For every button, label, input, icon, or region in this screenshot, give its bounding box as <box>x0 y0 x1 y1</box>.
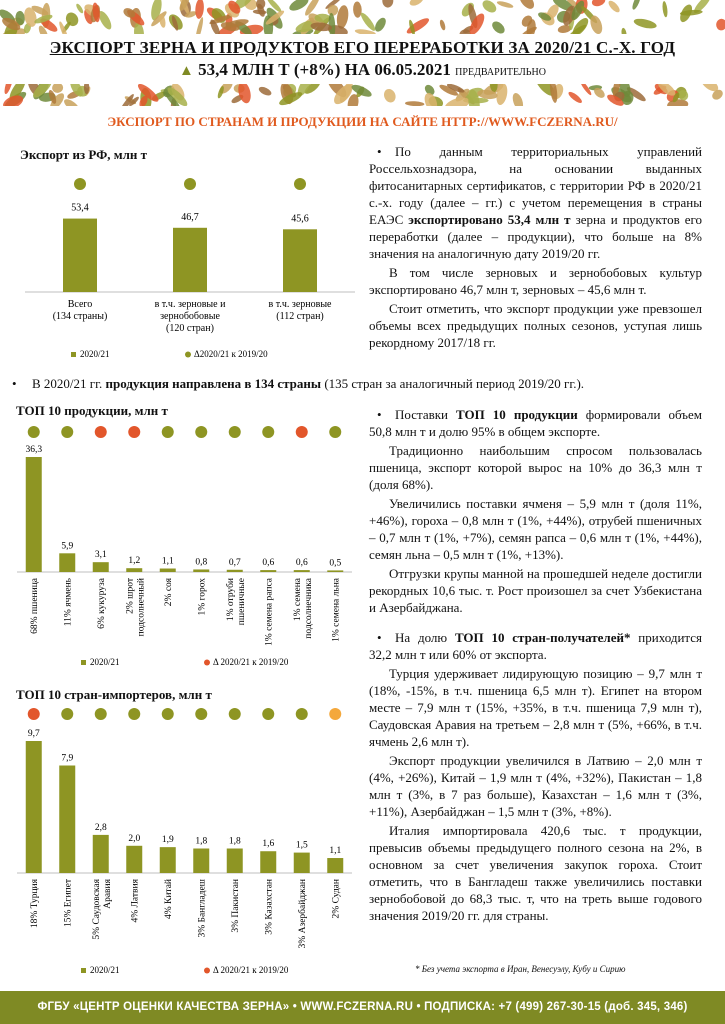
paragraph: Традиционно наибольшим спросом пользовалась пшеница, экспорт которой вырос на 10% до 36,3 млн т (доля 68%). <box>369 443 702 492</box>
delta-dot <box>195 426 207 438</box>
text: зерна и продуктов его переработки (далее – продукции), что больше на 8% значения на аналогичную дату 2019/20 гг. <box>369 212 703 261</box>
bar <box>26 457 42 572</box>
delta-dot <box>296 426 308 438</box>
subtitle-main: 53,4 МЛН Т (+8%) НА 06.05.2021 <box>198 60 451 79</box>
text-block-countries <box>369 629 702 926</box>
legend-label: Δ 2020/21 к 2019/20 <box>213 965 289 975</box>
delta-dot <box>296 708 308 720</box>
legend-swatch <box>71 352 76 357</box>
chart-export-total <box>15 168 355 368</box>
delta-dot <box>74 178 86 190</box>
data-label: 1,1 <box>329 846 342 857</box>
category-label: 3% Казахстан <box>264 879 275 935</box>
bar <box>126 846 142 873</box>
chart-title-export: Экспорт из РФ, млн т <box>20 147 148 162</box>
leaf-shape <box>382 87 398 104</box>
data-label: 1,8 <box>228 836 241 847</box>
text: В 2020/21 гг. <box>32 376 106 391</box>
chart-title-top10-countries: ТОП 10 стран-импортеров, млн т <box>16 687 212 702</box>
legend-label: 2020/21 <box>90 657 120 667</box>
delta-dot <box>95 426 107 438</box>
bar <box>93 562 109 572</box>
category-label-group <box>130 878 140 922</box>
leaf-shape <box>405 16 431 34</box>
bar <box>63 219 97 292</box>
legend-dot <box>204 660 210 666</box>
category-label: 1% семена <box>292 578 303 622</box>
leaf-shape <box>567 90 583 105</box>
category-label: пшеничные <box>236 578 247 626</box>
legend-swatch <box>81 968 86 973</box>
footer-bar: ФГБУ «ЦЕНТР ОЦЕНКИ КАЧЕСТВА ЗЕРНА» • WWW.FCZERNA.RU • ПОДПИСКА: +7 (499) 267-30-15 (доб. 345, 346) <box>0 991 725 1024</box>
text: приходится 32,2 млн т или 60% от экспорта. <box>369 630 702 662</box>
legend-label: 2020/21 <box>80 349 110 359</box>
category-label: 3% Пакистан <box>230 879 241 933</box>
category-label: 1% отруби <box>225 578 236 622</box>
category-label-group <box>297 879 308 948</box>
category-label-group <box>63 878 73 927</box>
category-label: 1% семена льна <box>331 578 342 642</box>
page-subtitle <box>0 60 725 80</box>
category-label-group <box>163 879 174 919</box>
bar <box>327 858 343 873</box>
delta-dot <box>195 708 207 720</box>
delta-dot <box>329 426 341 438</box>
delta-dot <box>162 426 174 438</box>
bar <box>227 849 243 873</box>
category-label-group <box>331 577 341 642</box>
data-label: 36,3 <box>25 445 43 455</box>
paragraph: В том числе зерновых и зернобобовых культур экспортировано 46,7 млн т, зерновых – 45,6 млн т. <box>369 265 702 297</box>
decorative-leaf-band-middle <box>0 84 725 106</box>
category-label: в т.ч. зерновые и <box>154 299 226 310</box>
data-label: 7,9 <box>61 753 74 764</box>
legend-label: 2020/21 <box>90 965 120 975</box>
paragraph: Стоит отметить, что экспорт продукции уже превзошел объемы всех предыдущих полных сезонов, уступая лишь рекордному 2017/18 гг. <box>369 301 702 350</box>
bar <box>227 570 243 572</box>
leaf-shape <box>662 1 669 18</box>
paragraph: Италия импортировала 420,6 тыс. т продукции, превысив объемы предыдущего полного сезона на 2%, в основном за счет увеличения закупок гороха. Стоит отметить, что в Бангладеш также увеличились поставки зернобобовой до 68,3 тыс. т, что на треть выше годового значения 2019/20 гг. для страны. <box>369 823 702 923</box>
data-label: 1,2 <box>128 556 141 567</box>
category-label: 2% Судан <box>331 879 342 919</box>
leaf-shape <box>408 0 425 8</box>
text-block-export <box>369 143 702 353</box>
bar <box>193 849 209 873</box>
category-label: 4% Латвия <box>130 879 141 923</box>
bar <box>59 765 75 873</box>
legend-label: Δ 2020/21 к 2019/20 <box>213 657 289 667</box>
legend-label: Δ2020/21 к 2019/20 <box>194 349 268 359</box>
category-label: 68% пшеница <box>29 578 40 634</box>
subtitle-note: ПРЕДВАРИТЕЛЬНО <box>455 67 546 78</box>
data-label: 46,7 <box>181 211 199 223</box>
category-label-group <box>293 577 314 638</box>
delta-dot <box>229 708 241 720</box>
leaf-shape <box>439 19 447 31</box>
category-label-group <box>331 879 341 918</box>
leaf-shape <box>716 18 725 31</box>
delta-dot <box>294 178 306 190</box>
data-label: 0,7 <box>228 557 241 568</box>
text-bold: экспортировано 53,4 млн т <box>408 212 571 227</box>
bar <box>59 553 75 572</box>
category-label-group <box>63 577 73 626</box>
bar <box>126 568 142 572</box>
page-title: ЭКСПОРТ ЗЕРНА И ПРОДУКТОВ ЕГО ПЕРЕРАБОТКИ ЗА 2020/21 С.-Х. ГОД <box>49 38 676 57</box>
legend-swatch <box>81 660 86 665</box>
text-bold: продукция направлена в 134 страны <box>105 376 322 391</box>
category-label-group <box>264 577 274 646</box>
data-label: 2,0 <box>128 833 141 844</box>
delta-dot <box>262 708 274 720</box>
leaf-shape <box>52 84 64 94</box>
paragraph <box>369 629 702 663</box>
leaf-shape <box>382 0 393 8</box>
text: На долю <box>395 630 455 645</box>
category-label: 1% горох <box>197 578 208 616</box>
category-label: 3% Азербайджан <box>297 879 308 949</box>
category-label-group <box>125 577 146 636</box>
category-label: Аравия <box>102 879 113 909</box>
text-bold: ТОП 10 стран-получателей* <box>454 630 631 645</box>
leaf-shape <box>490 19 507 34</box>
category-label-group <box>30 577 40 634</box>
bar <box>160 569 176 572</box>
delta-dot <box>128 708 140 720</box>
data-label: 53,4 <box>71 202 89 214</box>
category-label-group <box>92 878 113 939</box>
delta-dot <box>61 708 73 720</box>
leaf-shape <box>517 0 537 11</box>
chart-top10-countries <box>15 705 360 983</box>
bar <box>327 570 343 572</box>
bar <box>294 570 310 572</box>
category-label: 11% ячмень <box>63 578 74 627</box>
leaf-shape <box>631 0 642 11</box>
leaf-shape <box>511 92 525 106</box>
decorative-leaf-band-top <box>0 0 725 34</box>
leaf-shape <box>480 0 498 15</box>
bar <box>260 570 276 572</box>
category-label-group <box>264 879 274 935</box>
category-label: 18% Турция <box>29 879 40 929</box>
delta-dot <box>262 426 274 438</box>
leaf-shape <box>353 1 362 18</box>
data-label: 0,6 <box>295 558 308 569</box>
bar <box>283 229 317 292</box>
bar <box>193 569 209 572</box>
leaf-shape <box>579 84 593 96</box>
delta-dot <box>61 426 73 438</box>
data-label: 9,7 <box>27 729 40 739</box>
category-label: подсолнечника <box>303 578 314 639</box>
legend-dot <box>204 968 210 974</box>
leaf-shape <box>633 17 658 30</box>
category-label: 2% соя <box>163 578 174 607</box>
text: формировали объем 50,8 млн т и долю 95% в общем экспорте. <box>369 407 702 439</box>
category-label: (134 страны) <box>52 311 108 322</box>
leaf-shape <box>195 0 205 19</box>
data-label: 1,5 <box>295 840 308 851</box>
leaf-shape <box>621 27 627 34</box>
category-label: подсолнечный <box>136 578 147 637</box>
category-label-group <box>225 578 247 625</box>
site-link-line[interactable]: ЭКСПОРТ ПО СТРАНАМ И ПРОДУКЦИИ НА САЙТЕ HTTP://WWW.FCZERNA.RU/ <box>107 114 618 129</box>
category-label-group <box>197 878 207 937</box>
category-label: 4% Китай <box>163 879 174 920</box>
bar <box>260 851 276 873</box>
bar <box>173 228 207 292</box>
data-label: 0,6 <box>262 558 275 569</box>
leaf-shape <box>591 0 607 8</box>
data-label: 1,9 <box>161 835 174 846</box>
category-label: Всего <box>67 299 93 310</box>
delta-dot <box>28 708 40 720</box>
bar <box>93 835 109 873</box>
category-label: зернобобовые <box>160 311 220 322</box>
leaf-shape <box>194 17 205 34</box>
legend-dot <box>185 352 191 358</box>
bar <box>294 853 310 873</box>
paragraph: Турция удерживает лидирующую позицию – 9,7 млн т (18%, -15%, в т.ч. пшеница 6,5 млн т). Египет на втором месте – 7,9 млн т (15%, +35%, в т.ч. пшеница 7,9 млн т), Саудовская Аравия на третьем – 2,8 млн т (5%, +66%, в т.ч. ячмень 2,6 млн т). <box>369 666 702 749</box>
data-label: 5,9 <box>61 541 74 552</box>
bar <box>160 847 176 873</box>
leaf-shape <box>373 16 388 34</box>
data-label: 45,6 <box>291 213 309 225</box>
data-label: 0,8 <box>195 557 208 568</box>
data-label: 1,1 <box>161 556 174 567</box>
text: По данным территориальных управлений Россельхознадзора, на основании выданных фитосанитарных сертификатов, с территории РФ в 2020/21 с.-х. году (далее – гг.) с учетом перемещения в страны ЕАЭС <box>369 144 702 227</box>
delta-dot <box>229 426 241 438</box>
data-label: 3,1 <box>94 550 107 561</box>
text: Поставки <box>395 407 457 422</box>
delta-dot <box>162 708 174 720</box>
data-label: 2,8 <box>94 822 107 833</box>
text-bold: ТОП 10 продукции <box>456 407 578 422</box>
delta-dot <box>329 708 341 720</box>
category-label-group <box>197 578 207 616</box>
leaf-shape <box>496 0 514 9</box>
category-label-group <box>97 577 107 629</box>
paragraph <box>369 406 702 440</box>
category-label: 15% Египет <box>63 879 74 928</box>
delta-dot <box>128 426 140 438</box>
category-label: 5% Саудовская <box>91 879 102 940</box>
paragraph: Отгрузки крупы манной на прошедшей неделе достигли рекордных 10,6 тыс. т. Рост произошел за счет Узбекистана и Азербайджана. <box>369 566 702 615</box>
data-label: 1,6 <box>262 839 275 850</box>
text-block-products <box>369 406 702 618</box>
category-label: (120 стран) <box>166 323 214 334</box>
category-label: 2% шрот <box>125 578 136 614</box>
category-label-group <box>164 577 174 606</box>
category-label: 3% Бангладеш <box>197 879 208 938</box>
category-label-group <box>30 878 40 928</box>
category-label: 6% кукуруза <box>96 578 107 629</box>
category-label-group <box>231 879 241 933</box>
text: (135 стран за аналогичный период 2019/20 гг.). <box>321 376 585 391</box>
category-label: 1% семена рапса <box>264 578 275 646</box>
data-label: 0,5 <box>329 558 342 569</box>
leaf-shape <box>257 85 272 97</box>
category-label: в т.ч. зерновые <box>268 299 332 310</box>
leaf-shape <box>405 101 425 106</box>
delta-dot <box>28 426 40 438</box>
delta-dot <box>95 708 107 720</box>
up-triangle-icon: ▲ <box>179 63 194 79</box>
footnote: * Без учета экспорта в Иран, Венесуэлу, Кубу и Сирию <box>415 964 626 974</box>
chart-top10-products <box>15 422 360 672</box>
category-label: (112 стран) <box>276 311 324 322</box>
paragraph: Увеличились поставки ячменя – 5,9 млн т (доля 11%, +46%), гороха – 0,8 млн т (1%, +44%), отрубей пшеничных – 0,7 млн т (1%, +7%), семян рапса – 0,6 млн т (1%, +44%), семян льна – 0,5 млн т (1%, +13%). <box>369 496 702 562</box>
chart-title-top10-products: ТОП 10 продукции, млн т <box>16 403 168 418</box>
paragraph <box>369 143 702 262</box>
leaf-shape <box>75 3 85 15</box>
countries-summary <box>32 376 584 392</box>
bar <box>26 741 42 873</box>
delta-dot <box>184 178 196 190</box>
paragraph: Экспорт продукции увеличился в Латвию – 2,0 млн т (4%, +26%), Китай – 1,9 млн т (4%, +32%), Пакистан – 1,8 млн т (3%, в 7 раз больше), Казахстан – 1,6 млн т (3%, +11%), Азербайджан – 1,5 млн т (3%, +8%). <box>369 753 702 819</box>
leaf-shape <box>607 0 622 14</box>
data-label: 1,8 <box>195 836 208 847</box>
